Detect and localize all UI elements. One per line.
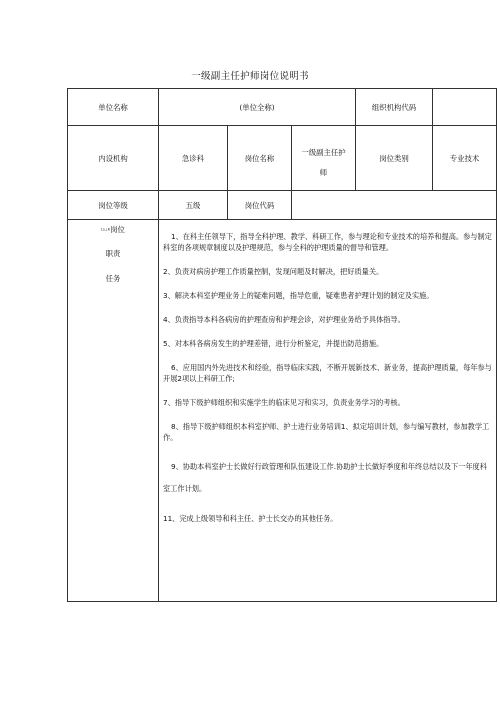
category-label: 岗位类别 (356, 126, 433, 191)
duties-cell (159, 220, 497, 602)
dept-label: 内设机构 (68, 126, 159, 191)
duty-item: 3、解决本科室护理业务上的疑难问题，指导危重，疑难患者护理计划的制定及实施。 (163, 291, 434, 300)
duty-item: 7、指导下级护师组织和实施学生的临床见习和实习，负责业务学习的考核。 (163, 398, 405, 407)
position-value (292, 126, 356, 191)
duty-item: 4、负责指导本科各病房的护理查房和护理会诊，对护理业务给予具体指导。 (163, 315, 405, 324)
org-code-value (433, 89, 497, 126)
duty-label-cell (68, 220, 159, 602)
duty-label-line3: 任务 (105, 273, 121, 283)
position-label: 岗位名称 (228, 126, 292, 191)
table-row (68, 89, 497, 126)
category-value: 专业技术 (433, 126, 497, 191)
unit-name-label: 单位名称 (68, 89, 159, 126)
duty-label-line1: 岗位 (110, 225, 125, 234)
grade-label: 岗位等级 (68, 191, 159, 220)
code-label: 岗位代码 (228, 191, 292, 220)
duty-item: 1、在科主任领导下，指导全科护理、教学、科研工作，参与理论和专业技术的培养和提高。参与制定科室的各项规章制度以及护理规范，参与全科的护理质量的督导和管理。 (163, 232, 492, 252)
job-description-table (67, 88, 497, 602)
duty-item: 9、协助本科室护士长做好行政管理和队伍建设工作.协助护士长做好季度和年终总结以及下一年度科室工作计划。 (163, 462, 487, 493)
duty-item: 5、对本科各病房发生的护理差错，进行分析鉴定，并提出防范措施。 (163, 339, 384, 348)
duty-item: 6、应用国内外先进技术和经验，指导临床实践，不断开展新技术、新业务，提高护理质量，每年参与开展2项以上科研工作; (163, 363, 492, 383)
code-value (292, 191, 497, 220)
duty-item: 8、指导下级护师组织本科室护师、护士进行业务培训1、拟定培训计划，参与编写教材，参加教学工作。 (163, 422, 490, 442)
grade-value: 五级 (159, 191, 228, 220)
unit-name-value: (单位全称) (159, 89, 356, 126)
table-row (68, 191, 497, 220)
table-row (68, 220, 497, 602)
position-value-line1: 一级副主任护 (301, 147, 346, 157)
org-code-label: 组织机构代码 (356, 89, 433, 126)
duty-label-prefix: Ls⊥K (101, 227, 111, 232)
duty-label-line2: 职责 (105, 249, 121, 259)
dept-value: 急诊科 (159, 126, 228, 191)
page-title: 一级副主任护师岗位说明书 (191, 71, 309, 82)
duty-item: 2、负责对病房护理工作质量控制，发现问题及时解决，把好质量关。 (163, 267, 384, 276)
position-value-line2: 师 (319, 167, 328, 177)
table-row (68, 126, 497, 191)
duty-item: 11、完成上级领导和科主任、护士长交办的其他任务。 (163, 514, 338, 523)
